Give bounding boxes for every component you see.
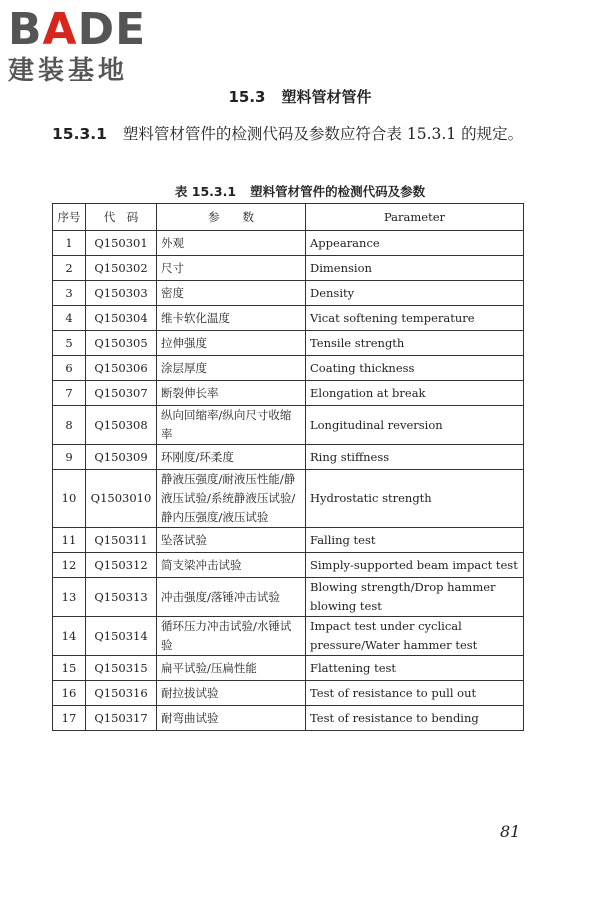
cell-en: Coating thickness xyxy=(306,356,524,381)
table-row xyxy=(53,578,524,617)
parameter-table xyxy=(52,203,524,731)
cell-code: Q150302 xyxy=(86,256,157,281)
cell-en: Dimension xyxy=(306,256,524,281)
table-row xyxy=(53,356,524,381)
cell-code: Q150301 xyxy=(86,231,157,256)
cell-en: Tensile strength xyxy=(306,331,524,356)
cell-code: Q150309 xyxy=(86,445,157,470)
table-row xyxy=(53,617,524,656)
clause-paragraph xyxy=(52,121,532,148)
header-param: 参 数 xyxy=(157,204,306,231)
brand-logo xyxy=(8,6,178,86)
header-code: 代 码 xyxy=(86,204,157,231)
cell-param: 循环压力冲击试验/水锤试验 xyxy=(157,617,306,656)
cell-no: 16 xyxy=(53,681,86,706)
table-row xyxy=(53,256,524,281)
cell-param: 简支梁冲击试验 xyxy=(157,553,306,578)
table-row xyxy=(53,681,524,706)
cell-code: Q150308 xyxy=(86,406,157,445)
cell-code: Q150316 xyxy=(86,681,157,706)
header-no: 序号 xyxy=(53,204,86,231)
table-row xyxy=(53,470,524,528)
cell-no: 11 xyxy=(53,528,86,553)
table-caption-title: 塑料管材管件的检测代码及参数 xyxy=(250,184,426,199)
cell-no: 4 xyxy=(53,306,86,331)
cell-no: 3 xyxy=(53,281,86,306)
table-header-row xyxy=(53,204,524,231)
cell-en: Test of resistance to pull out xyxy=(306,681,524,706)
cell-code: Q1503010 xyxy=(86,470,157,528)
table-row xyxy=(53,381,524,406)
cell-no: 1 xyxy=(53,231,86,256)
section-number: 15.3 xyxy=(228,88,266,106)
cell-param: 静液压强度/耐液压性能/静液压试验/系统静液压试验/静内压强度/液压试验 xyxy=(157,470,306,528)
cell-code: Q150306 xyxy=(86,356,157,381)
cell-param: 耐拉拔试验 xyxy=(157,681,306,706)
cell-code: Q150314 xyxy=(86,617,157,656)
cell-no: 10 xyxy=(53,470,86,528)
cell-code: Q150303 xyxy=(86,281,157,306)
cell-no: 13 xyxy=(53,578,86,617)
cell-code: Q150313 xyxy=(86,578,157,617)
logo-subtitle: 建装基地 xyxy=(8,56,129,86)
cell-no: 15 xyxy=(53,656,86,681)
cell-param: 维卡软化温度 xyxy=(157,306,306,331)
logo-wordmark xyxy=(8,6,178,54)
cell-param: 扁平试验/压扁性能 xyxy=(157,656,306,681)
logo-letter-b: B xyxy=(8,4,43,55)
cell-no: 5 xyxy=(53,331,86,356)
cell-code: Q150305 xyxy=(86,331,157,356)
cell-en: Impact test under cyclical pressure/Water hammer test xyxy=(306,617,524,656)
cell-param: 坠落试验 xyxy=(157,528,306,553)
cell-no: 8 xyxy=(53,406,86,445)
table-row xyxy=(53,553,524,578)
section-name: 塑料管材管件 xyxy=(281,88,372,106)
cell-code: Q150317 xyxy=(86,706,157,731)
cell-param: 纵向回缩率/纵向尺寸收缩率 xyxy=(157,406,306,445)
cell-param: 密度 xyxy=(157,281,306,306)
cell-en: Flattening test xyxy=(306,656,524,681)
table-row xyxy=(53,281,524,306)
table-row xyxy=(53,231,524,256)
table-row xyxy=(53,656,524,681)
cell-no: 14 xyxy=(53,617,86,656)
cell-en: Density xyxy=(306,281,524,306)
cell-no: 9 xyxy=(53,445,86,470)
cell-en: Elongation at break xyxy=(306,381,524,406)
cell-en: Vicat softening temperature xyxy=(306,306,524,331)
cell-param: 拉伸强度 xyxy=(157,331,306,356)
section-title xyxy=(0,86,600,107)
table-row xyxy=(53,406,524,445)
cell-param: 涂层厚度 xyxy=(157,356,306,381)
cell-en: Appearance xyxy=(306,231,524,256)
cell-en: Hydrostatic strength xyxy=(306,470,524,528)
cell-en: Simply-supported beam impact test xyxy=(306,553,524,578)
table-caption xyxy=(0,182,600,200)
cell-param: 尺寸 xyxy=(157,256,306,281)
cell-en: Test of resistance to bending xyxy=(306,706,524,731)
cell-param: 环刚度/环柔度 xyxy=(157,445,306,470)
cell-en: Longitudinal reversion xyxy=(306,406,524,445)
cell-param: 耐弯曲试验 xyxy=(157,706,306,731)
header-en: Parameter xyxy=(306,204,524,231)
table-row xyxy=(53,445,524,470)
cell-param: 断裂伸长率 xyxy=(157,381,306,406)
table-row xyxy=(53,528,524,553)
table-row xyxy=(53,331,524,356)
logo-letters-de: DE xyxy=(77,4,147,55)
cell-code: Q150311 xyxy=(86,528,157,553)
cell-param: 冲击强度/落锤冲击试验 xyxy=(157,578,306,617)
page-number: 81 xyxy=(500,822,521,841)
clause-text: 塑料管材管件的检测代码及参数应符合表 15.3.1 的规定。 xyxy=(122,125,524,143)
cell-code: Q150304 xyxy=(86,306,157,331)
cell-en: Blowing strength/Drop hammer blowing test xyxy=(306,578,524,617)
cell-no: 6 xyxy=(53,356,86,381)
cell-code: Q150307 xyxy=(86,381,157,406)
logo-letter-a: A xyxy=(42,4,78,55)
cell-param: 外观 xyxy=(157,231,306,256)
cell-no: 2 xyxy=(53,256,86,281)
cell-no: 12 xyxy=(53,553,86,578)
cell-no: 7 xyxy=(53,381,86,406)
cell-code: Q150315 xyxy=(86,656,157,681)
table-caption-number: 表 15.3.1 xyxy=(174,184,237,199)
cell-en: Falling test xyxy=(306,528,524,553)
table-row xyxy=(53,706,524,731)
cell-en: Ring stiffness xyxy=(306,445,524,470)
cell-no: 17 xyxy=(53,706,86,731)
cell-code: Q150312 xyxy=(86,553,157,578)
clause-number: 15.3.1 xyxy=(52,125,107,143)
table-row xyxy=(53,306,524,331)
